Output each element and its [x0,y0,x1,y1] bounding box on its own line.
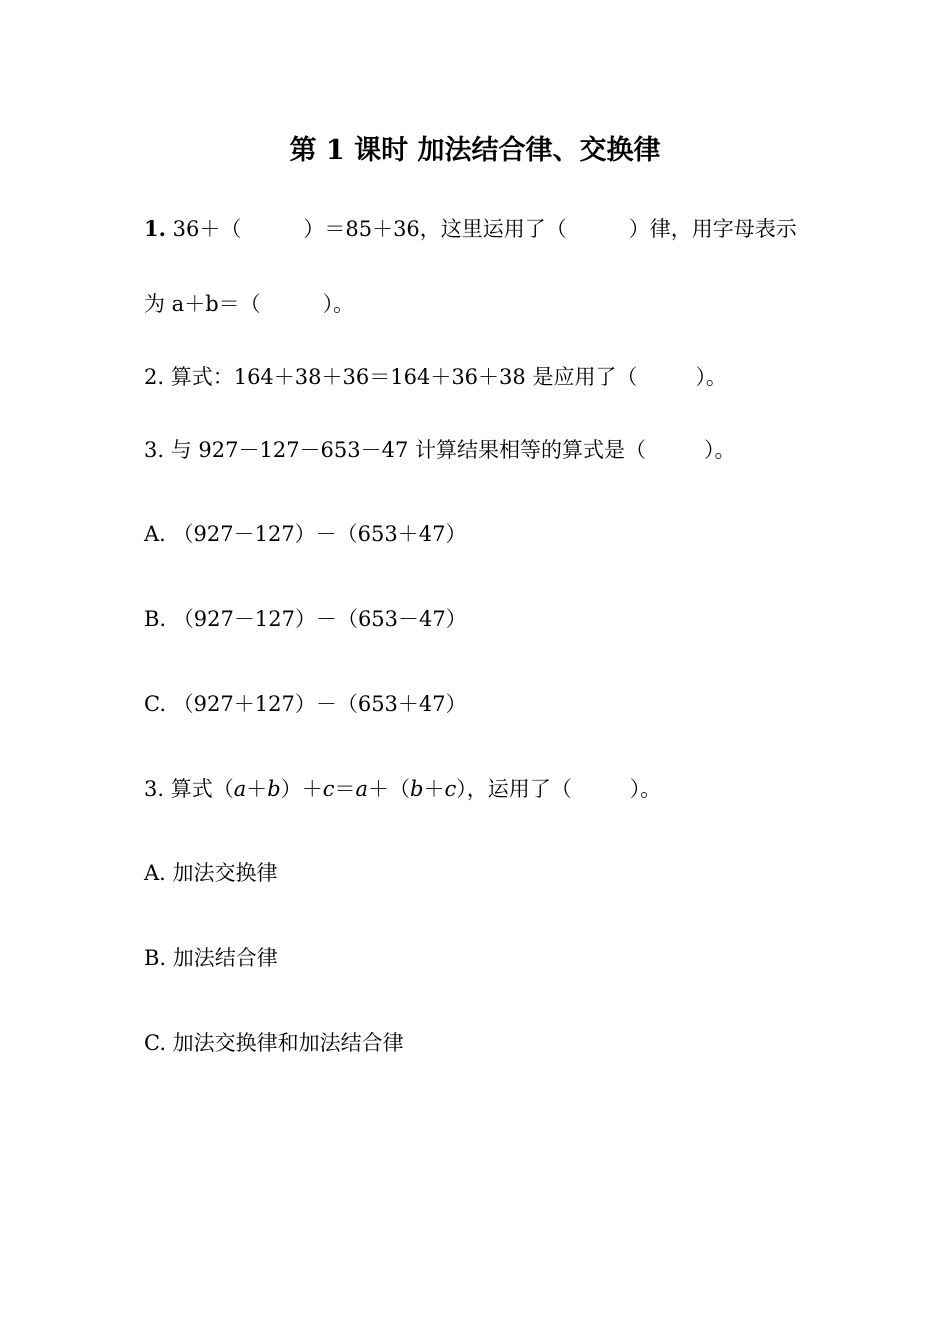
question-4-tail-b: ）。 [629,777,662,801]
equals-sign: ＝ [334,777,356,801]
question-2-text-a: 2. 算式：164＋38＋36＝164＋36＋38 是应用了（ [144,365,638,389]
question-4-option-a: A. 加法交换律 [144,861,278,885]
var-b: b [267,777,281,801]
question-4-option-b: B. 加法结合律 [144,946,278,970]
question-3-option-a: A. （927－127）－（653＋47） [144,522,467,546]
question-1-number: 1. [144,216,166,241]
question-3-text-a: 3. 与 927－127－653－47 计算结果相等的算式是（ [144,438,647,462]
question-4-mid-2: ＋（ [368,777,410,801]
plus-sign: ＋ [246,777,268,801]
question-1-text-a: 36＋（ [165,217,242,241]
var-c: c [444,777,457,801]
var-a: a [355,777,368,801]
question-1-text-b: ）＝85＋36，这里运用了（ [303,217,567,241]
var-c: c [322,777,335,801]
question-2-text-b: ）。 [695,365,727,389]
question-3-text-b: ）。 [704,438,736,462]
question-1-line-1 [144,214,797,244]
question-4 [144,774,661,804]
plus-sign: ＋ [423,777,445,801]
question-1-text-d: 为 a＋b＝（ [144,292,261,316]
var-b: b [410,777,424,801]
question-1-text-e: ）。 [322,292,355,316]
question-3 [144,435,736,465]
question-1-line-2 [144,289,354,319]
question-4-prefix: 3. 算式（ [144,777,234,801]
question-3-option-c: C. （927＋127）－（653＋47） [144,692,467,716]
question-4-option-c: C. 加法交换律和加法结合律 [144,1031,404,1055]
question-4-tail-a: ），运用了（ [456,777,572,801]
var-a: a [233,777,247,801]
question-4-mid-1: ）＋ [280,777,323,801]
question-2 [144,362,727,392]
page-title: 第 1 课时 加法结合律、交换律 [289,135,661,166]
question-1-text-c: ）律，用字母表示 [628,217,797,241]
question-3-option-b: B. （927－127）－（653－47） [144,607,467,631]
